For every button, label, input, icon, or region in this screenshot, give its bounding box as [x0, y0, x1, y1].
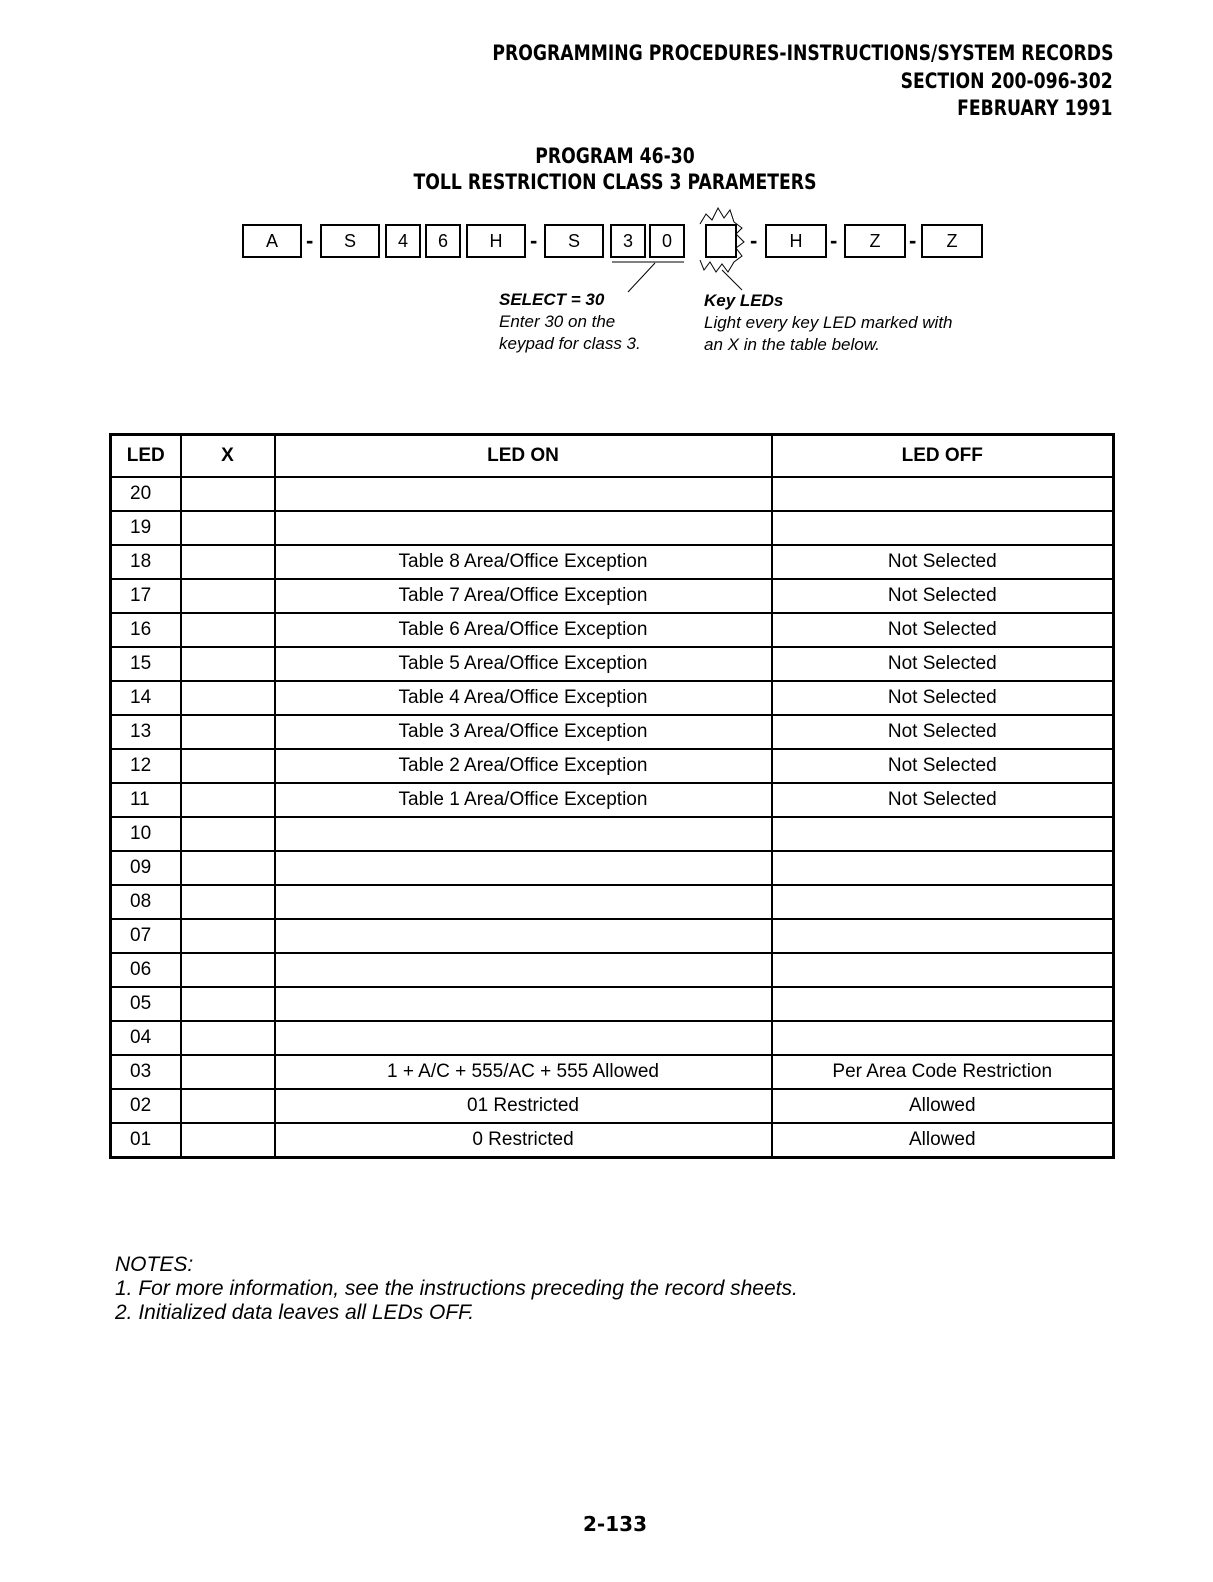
- table-row: [111, 1123, 1114, 1158]
- led-off-cell: Not Selected: [772, 715, 1114, 749]
- led-on-cell: Table 2 Area/Office Exception: [275, 749, 772, 783]
- led-off-cell: [772, 817, 1114, 851]
- led-number-cell: 05: [111, 987, 181, 1021]
- x-mark-cell[interactable]: [181, 1021, 275, 1055]
- led-number-cell: 13: [111, 715, 181, 749]
- key-leds-line-1: Light every key LED marked with: [704, 313, 953, 332]
- key-leds-caption: [704, 290, 953, 356]
- led-off-cell: Not Selected: [772, 783, 1114, 817]
- table-row: [111, 919, 1114, 953]
- table-row: [111, 511, 1114, 545]
- header-x: X: [181, 435, 275, 478]
- led-number-cell: 17: [111, 579, 181, 613]
- x-mark-cell[interactable]: [181, 919, 275, 953]
- x-mark-cell[interactable]: [181, 1055, 275, 1089]
- note-item: 2. Initialized data leaves all LEDs OFF.: [115, 1301, 475, 1324]
- table-row: [111, 783, 1114, 817]
- table-row: [111, 953, 1114, 987]
- x-mark-cell[interactable]: [181, 613, 275, 647]
- led-on-cell: 1 + A/C + 555/AC + 555 Allowed: [275, 1055, 772, 1089]
- led-off-cell: [772, 511, 1114, 545]
- key-dash: -: [909, 228, 917, 253]
- key-leds-line-2: an X in the table below.: [704, 335, 880, 354]
- led-on-cell: [275, 817, 772, 851]
- select-caption: [499, 289, 641, 355]
- header-section: SECTION 200-096-302: [900, 69, 1113, 93]
- led-on-cell: [275, 885, 772, 919]
- table-row: [111, 749, 1114, 783]
- table-row: [111, 647, 1114, 681]
- key-box: Z: [844, 224, 906, 258]
- x-mark-cell[interactable]: [181, 851, 275, 885]
- led-on-cell: Table 1 Area/Office Exception: [275, 783, 772, 817]
- table-row: [111, 851, 1114, 885]
- header-led-on: LED ON: [275, 435, 772, 478]
- led-number-cell: 19: [111, 511, 181, 545]
- led-number-cell: 01: [111, 1123, 181, 1158]
- select-title: SELECT = 30: [499, 290, 605, 309]
- led-on-cell: [275, 919, 772, 953]
- key-dash: -: [830, 228, 838, 253]
- key-box: 4: [385, 224, 421, 258]
- led-on-cell: Table 5 Area/Office Exception: [275, 647, 772, 681]
- led-on-cell: [275, 511, 772, 545]
- header-line-1: PROGRAMMING PROCEDURES-INSTRUCTIONS/SYSTEM RECORDS: [491, 41, 1113, 65]
- table-row: [111, 1055, 1114, 1089]
- led-number-cell: 09: [111, 851, 181, 885]
- led-off-cell: [772, 851, 1114, 885]
- led-number-cell: 08: [111, 885, 181, 919]
- led-on-cell: [275, 477, 772, 511]
- x-mark-cell[interactable]: [181, 545, 275, 579]
- led-number-cell: 16: [111, 613, 181, 647]
- led-on-cell: Table 7 Area/Office Exception: [275, 579, 772, 613]
- led-off-cell: [772, 919, 1114, 953]
- led-number-cell: 11: [111, 783, 181, 817]
- led-on-cell: [275, 1021, 772, 1055]
- x-mark-cell[interactable]: [181, 579, 275, 613]
- table-row: [111, 817, 1114, 851]
- led-number-cell: 18: [111, 545, 181, 579]
- led-number-cell: 12: [111, 749, 181, 783]
- x-mark-cell[interactable]: [181, 1089, 275, 1123]
- key-box: 3: [610, 224, 646, 258]
- x-mark-cell[interactable]: [181, 511, 275, 545]
- led-off-cell: [772, 987, 1114, 1021]
- led-on-cell: [275, 851, 772, 885]
- table-row: [111, 715, 1114, 749]
- notes: [115, 1253, 798, 1325]
- led-number-cell: 03: [111, 1055, 181, 1089]
- led-off-cell: Not Selected: [772, 579, 1114, 613]
- led-on-cell: [275, 987, 772, 1021]
- x-mark-cell[interactable]: [181, 783, 275, 817]
- table-row: [111, 613, 1114, 647]
- led-on-cell: 01 Restricted: [275, 1089, 772, 1123]
- key-dash: -: [306, 228, 314, 253]
- table-row: [111, 579, 1114, 613]
- led-number-cell: 10: [111, 817, 181, 851]
- led-off-cell: Allowed: [772, 1089, 1114, 1123]
- program-title: TOLL RESTRICTION CLASS 3 PARAMETERS: [413, 170, 817, 194]
- notes-title: NOTES:: [115, 1253, 194, 1276]
- table-header-row: [111, 435, 1114, 478]
- x-mark-cell[interactable]: [181, 749, 275, 783]
- led-off-cell: [772, 885, 1114, 919]
- led-off-cell: Not Selected: [772, 681, 1114, 715]
- key-leds-title: Key LEDs: [704, 291, 784, 310]
- key-box: Z: [921, 224, 983, 258]
- led-lit-icon: [700, 208, 744, 272]
- page-number: 2-133: [583, 1512, 647, 1536]
- led-number-cell: 07: [111, 919, 181, 953]
- table-row: [111, 477, 1114, 511]
- x-mark-cell[interactable]: [181, 885, 275, 919]
- key-box: 0: [649, 224, 685, 258]
- led-off-cell: Not Selected: [772, 749, 1114, 783]
- header-led: LED: [111, 435, 181, 478]
- x-mark-cell[interactable]: [181, 715, 275, 749]
- led-number-cell: 02: [111, 1089, 181, 1123]
- select-line-1: Enter 30 on the: [499, 312, 616, 331]
- key-dash: -: [530, 228, 538, 253]
- table-row: [111, 545, 1114, 579]
- led-number-cell: 04: [111, 1021, 181, 1055]
- x-mark-cell[interactable]: [181, 647, 275, 681]
- table-row: [111, 1021, 1114, 1055]
- led-off-cell: Allowed: [772, 1123, 1114, 1158]
- note-item: 1. For more information, see the instructions preceding the record sheets.: [115, 1277, 798, 1300]
- table-row: [111, 987, 1114, 1021]
- table-row: [111, 885, 1114, 919]
- led-off-cell: Not Selected: [772, 613, 1114, 647]
- led-number-cell: 15: [111, 647, 181, 681]
- key-box: S: [544, 224, 604, 258]
- led-off-cell: Not Selected: [772, 545, 1114, 579]
- program-number: PROGRAM 46-30: [535, 144, 695, 168]
- header-date: FEBRUARY 1991: [957, 96, 1113, 120]
- led-number-cell: 14: [111, 681, 181, 715]
- key-dash: -: [750, 228, 758, 253]
- table-row: [111, 681, 1114, 715]
- x-mark-cell[interactable]: [181, 953, 275, 987]
- led-off-cell: [772, 1021, 1114, 1055]
- led-table: [109, 433, 1115, 1159]
- led-off-cell: [772, 477, 1114, 511]
- led-number-cell: 06: [111, 953, 181, 987]
- led-off-cell: Per Area Code Restriction: [772, 1055, 1114, 1089]
- x-mark-cell[interactable]: [181, 477, 275, 511]
- key-box: H: [765, 224, 827, 258]
- led-on-cell: [275, 953, 772, 987]
- x-mark-cell[interactable]: [181, 681, 275, 715]
- led-on-cell: Table 4 Area/Office Exception: [275, 681, 772, 715]
- table-row: [111, 1089, 1114, 1123]
- led-off-cell: Not Selected: [772, 647, 1114, 681]
- select-line-2: keypad for class 3.: [499, 334, 641, 353]
- x-mark-cell[interactable]: [181, 987, 275, 1021]
- led-on-cell: 0 Restricted: [275, 1123, 772, 1158]
- led-off-cell: [772, 953, 1114, 987]
- led-number-cell: 20: [111, 477, 181, 511]
- key-box: H: [466, 224, 526, 258]
- key-box: A: [242, 224, 302, 258]
- key-box: 6: [425, 224, 461, 258]
- x-mark-cell[interactable]: [181, 817, 275, 851]
- table-body: [111, 477, 1114, 1158]
- led-on-cell: Table 8 Area/Office Exception: [275, 545, 772, 579]
- led-on-cell: Table 6 Area/Office Exception: [275, 613, 772, 647]
- header-led-off: LED OFF: [772, 435, 1114, 478]
- led-on-cell: Table 3 Area/Office Exception: [275, 715, 772, 749]
- key-annotation-lines: [0, 0, 1213, 320]
- key-box: S: [320, 224, 380, 258]
- x-mark-cell[interactable]: [181, 1123, 275, 1158]
